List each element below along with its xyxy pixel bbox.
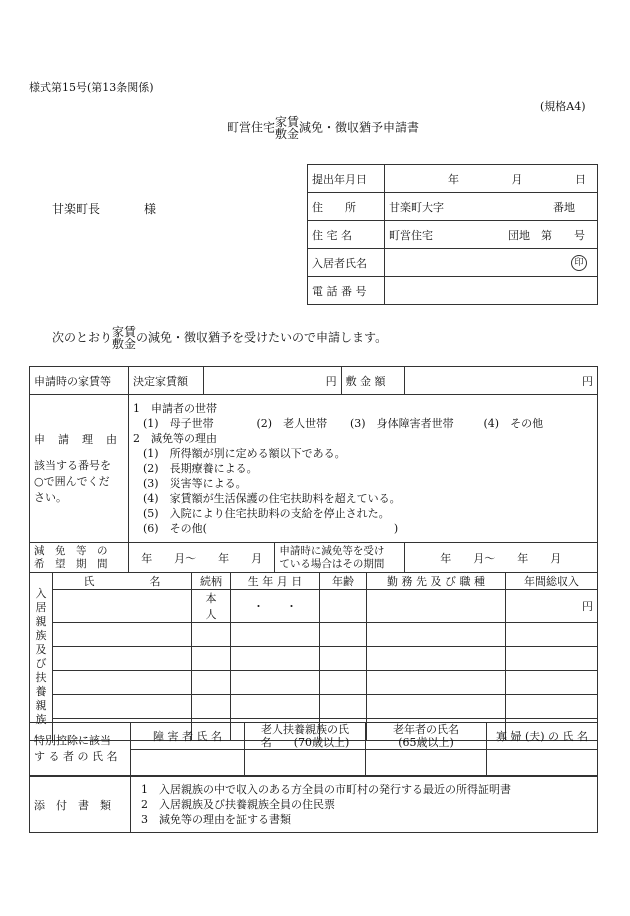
address-label: 住 所	[308, 193, 385, 221]
intro-deposit: 敷金	[112, 337, 137, 351]
housing-label: 住 宅 名	[308, 221, 385, 249]
reason-label-note-3: さい。	[34, 490, 67, 504]
side-char: び	[35, 656, 47, 670]
current-period-label-1: 申請時に減免等を受け	[279, 544, 385, 557]
current-period-label-2: ている場合はその期間	[279, 557, 385, 570]
family-relation-cell: 本 人	[192, 590, 231, 623]
disabled-name-header: 障 害 者 氏 名	[131, 723, 245, 750]
attachment-item-resident-record: 2 入居親族及び扶養親族全員の住民票	[141, 798, 335, 811]
deduction-table	[29, 722, 598, 776]
side-char: 扶	[35, 670, 47, 684]
column-income: 年間総収入	[506, 573, 598, 590]
family-dob-cell[interactable]	[231, 647, 320, 671]
senior-header	[366, 723, 487, 750]
date-label: 提出年月日	[308, 165, 385, 193]
deposit-field[interactable]: 円	[404, 367, 597, 395]
attachment-item-income-certificate: 1 入居親族の中で収入のある方全員の市町村の発行する最近の所得証明書	[141, 783, 511, 796]
column-age: 年齢	[320, 573, 367, 590]
family-name-cell[interactable]	[53, 623, 192, 647]
title-prefix: 町営住宅	[227, 120, 276, 135]
family-relation-cell[interactable]	[192, 623, 231, 647]
senior-field[interactable]	[366, 750, 487, 776]
housing-suffix: 団地 第 号	[508, 228, 585, 242]
main-form-table	[29, 366, 598, 573]
household-option-single-mother[interactable]: (1) 母子世帯	[143, 417, 214, 430]
family-relation-cell[interactable]	[192, 647, 231, 671]
title-rent: 家賃	[275, 115, 300, 129]
date-month: 月	[511, 172, 523, 186]
attachments-table	[29, 776, 598, 833]
title-deposit: 敷金	[275, 127, 300, 141]
side-char: 養	[35, 684, 47, 698]
deduction-label	[30, 723, 131, 776]
family-dob-cell[interactable]	[231, 671, 320, 695]
family-dob-cell[interactable]	[231, 623, 320, 647]
form-number: 様式第15号(第13条関係)	[29, 81, 154, 94]
family-side-label	[30, 573, 53, 741]
family-income-cell[interactable]	[506, 623, 598, 647]
current-period-label	[275, 543, 404, 573]
current-period-field[interactable]: 年 月～ 年 月	[404, 543, 597, 573]
rent-label: 申請時の家賃等	[30, 367, 129, 395]
senior-header-1: 老年者の氏名	[393, 723, 459, 736]
family-age-cell[interactable]	[320, 623, 367, 647]
period-label	[30, 543, 129, 573]
elderly-dependent-header-2: 名 (70歳以上)	[260, 736, 350, 749]
table-row	[30, 695, 598, 719]
family-income-cell[interactable]: 円	[506, 590, 598, 623]
family-employer-cell[interactable]	[367, 695, 506, 719]
reason-label-title: 申 請 理 由	[34, 432, 118, 446]
side-char: 族	[35, 628, 47, 642]
addressee-name: 甘楽町長	[52, 202, 101, 216]
family-employer-cell[interactable]	[367, 623, 506, 647]
side-char: 居	[35, 600, 47, 614]
widow-field[interactable]	[487, 750, 598, 776]
intro-sentence	[52, 326, 387, 350]
deposit-label: 敷 金 額	[341, 367, 404, 395]
reason-option-medical[interactable]: (2) 長期療養による。	[143, 462, 258, 475]
family-dob-cell[interactable]	[231, 695, 320, 719]
column-relation: 続柄	[192, 573, 231, 590]
column-dob: 生 年 月 日	[231, 573, 320, 590]
household-option-disabled[interactable]: (3) 身体障害者世帯	[350, 417, 454, 430]
table-row	[30, 623, 598, 647]
reason-label	[30, 395, 129, 543]
attachment-item-reason-proof: 3 減免等の理由を証する書類	[141, 813, 291, 826]
elderly-dependent-header	[245, 723, 366, 750]
family-income-cell[interactable]	[506, 647, 598, 671]
period-label-2: 希 望 期 間	[34, 557, 108, 570]
intro-suffix: の減免・徴収猶予を受けたいので申請します。	[136, 330, 388, 345]
intro-rent: 家賃	[112, 325, 137, 339]
table-row	[30, 647, 598, 671]
household-option-elderly[interactable]: (2) 老人世帯	[256, 417, 328, 430]
household-heading: 1 申請者の世帯	[133, 402, 217, 415]
family-table	[29, 572, 598, 741]
attachments-label: 添 付 書 類	[30, 777, 131, 833]
column-employer: 勤 務 先 及 び 職 種	[367, 573, 506, 590]
side-char: 及	[35, 642, 47, 656]
column-name: 氏 名	[53, 573, 192, 590]
housing-field[interactable]	[385, 221, 598, 249]
family-name-cell[interactable]	[53, 647, 192, 671]
attachments-list	[131, 777, 598, 833]
date-year: 年	[448, 172, 459, 186]
reduction-reason-heading: 2 減免等の理由	[133, 432, 217, 445]
period-label-1: 減 免 等 の	[34, 544, 108, 557]
family-dob-cell[interactable]: ・ ・	[231, 590, 320, 623]
date-field[interactable]	[385, 165, 598, 193]
address-value: 甘楽町大字	[389, 200, 444, 214]
phone-field[interactable]	[385, 277, 598, 305]
family-name-cell[interactable]	[53, 671, 192, 695]
title-suffix: 減免・徴収猶予申請書	[299, 120, 420, 135]
address-field[interactable]	[385, 193, 598, 221]
date-day: 日	[575, 172, 586, 186]
family-age-cell[interactable]	[320, 647, 367, 671]
reason-option-disaster[interactable]: (3) 災害等による。	[143, 477, 247, 490]
family-name-cell[interactable]	[53, 695, 192, 719]
paper-size: (規格A4)	[540, 100, 586, 113]
side-char: 親	[35, 698, 47, 712]
elderly-dependent-header-1: 老人扶養親族の氏	[261, 723, 349, 736]
applicant-table	[307, 164, 598, 305]
family-age-cell[interactable]	[320, 695, 367, 719]
table-row	[30, 671, 598, 695]
deduction-label-1: 特別控除に該当	[34, 734, 111, 747]
deduction-label-2: す る 者 の 氏 名	[34, 750, 118, 763]
phone-label: 電 話 番 号	[308, 277, 385, 305]
intro-prefix: 次のとおり	[52, 330, 113, 345]
senior-header-2: (65歳以上)	[398, 736, 454, 749]
disabled-name-field[interactable]	[131, 750, 245, 776]
household-option-other[interactable]: (4) その他	[483, 417, 544, 430]
side-char: 入	[35, 586, 47, 600]
name-label: 入居者氏名	[308, 249, 385, 277]
reason-option-welfare[interactable]: (4) 家賃額が生活保護の住宅扶助料を超えている。	[143, 492, 401, 505]
family-name-cell[interactable]	[53, 590, 192, 623]
reason-option-hospital[interactable]: (5) 入院により住宅扶助料の支給を停止された。	[143, 507, 390, 520]
addressee-honorific: 様	[144, 202, 157, 216]
decided-rent-field[interactable]: 円	[204, 367, 342, 395]
name-field[interactable]	[385, 249, 598, 277]
family-employer-cell[interactable]	[367, 590, 506, 623]
family-age-cell[interactable]	[320, 671, 367, 695]
side-char: 族	[35, 712, 47, 726]
family-income-cell[interactable]	[506, 671, 598, 695]
housing-value: 町営住宅	[389, 228, 433, 242]
reason-label-note-1: 該当する番号を	[34, 458, 111, 472]
address-suffix: 番地	[553, 200, 575, 214]
decided-rent-label: 決定家賃額	[129, 367, 204, 395]
page-title	[227, 116, 419, 140]
family-relation-cell[interactable]	[192, 695, 231, 719]
reason-option-other[interactable]: (6) その他( )	[143, 522, 399, 535]
family-income-cell[interactable]	[506, 695, 598, 719]
widow-header: 寡 婦 (夫) の 氏 名	[487, 723, 598, 750]
addressee	[52, 200, 156, 217]
period-field[interactable]: 年 月～ 年 月	[129, 543, 275, 573]
reason-option-income[interactable]: (1) 所得額が別に定める額以下である。	[143, 447, 346, 460]
family-age-cell[interactable]	[320, 590, 367, 623]
reason-options	[129, 395, 598, 543]
elderly-dependent-field[interactable]	[245, 750, 366, 776]
seal-mark: 印	[571, 255, 587, 271]
family-relation-cell[interactable]	[192, 671, 231, 695]
reason-label-note-2: ○で囲んでくだ	[34, 474, 110, 488]
side-char: 親	[35, 614, 47, 628]
family-employer-cell[interactable]	[367, 647, 506, 671]
family-employer-cell[interactable]	[367, 671, 506, 695]
